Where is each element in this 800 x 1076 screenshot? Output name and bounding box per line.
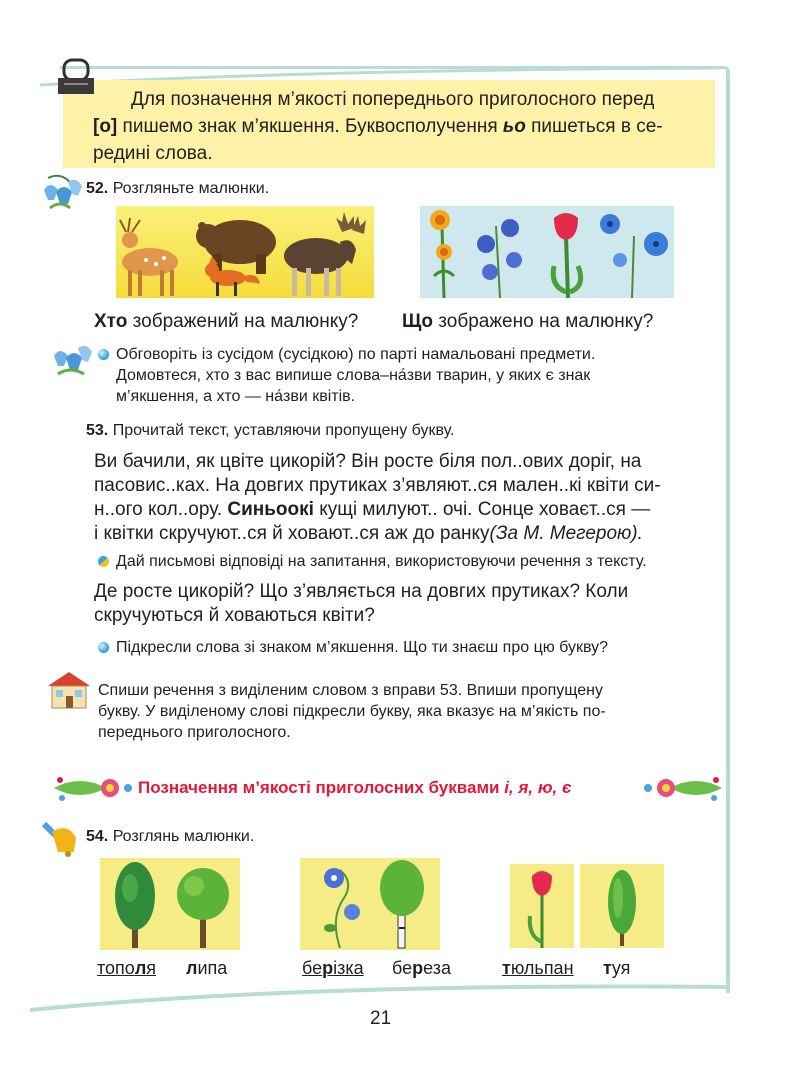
animals-picture — [116, 206, 374, 298]
poplar-tree-icon — [115, 862, 155, 948]
section-title: Позначення м’якості приголосних буквами і, я, ю, є — [138, 778, 572, 797]
bindweed-flower-icon — [324, 868, 360, 948]
deer-icon — [120, 218, 178, 296]
linden-tree-icon — [177, 868, 229, 948]
word-tuia: туя — [603, 958, 631, 978]
bellflower-icon — [40, 170, 86, 212]
bullet-icon — [98, 556, 109, 567]
house-icon — [46, 670, 92, 710]
school-bell-icon — [38, 814, 84, 858]
tulip-picture — [510, 864, 574, 948]
tulip-icon — [530, 871, 552, 948]
flax-flower-icon — [600, 214, 668, 298]
floral-ornament-right-icon — [642, 770, 726, 806]
rule-text: Для позначення м’якості попереднього приголосного перед [о] пишемо знак м’якшення. Буквосполучення ьо пишеться в се- редині слова. — [93, 89, 663, 164]
poplar-linden-picture — [100, 858, 240, 950]
question-what: Що зображено на малюнку? — [402, 311, 654, 332]
word-topolia: тополя — [97, 958, 156, 978]
word-bereza: береза — [392, 958, 452, 978]
bullet-icon — [98, 349, 109, 360]
task-52-discussion: Обговоріть із сусідом (сусідкою) по парті намальовані предмети. Домовтеся, хто з вас випише слова–на́зви тварин, у яких є знак м’якшення, а хто — на́зви квітів. — [116, 346, 596, 405]
page-number: 21 — [370, 1008, 392, 1029]
task-53-instruction-1: Дай письмові відповіді на запитання, використовуючи речення з тексту. — [116, 553, 647, 570]
floral-ornament-left-icon — [50, 770, 134, 806]
marigold-icon — [430, 210, 454, 298]
thuja-tree-icon — [608, 870, 636, 946]
bindweed-birch-picture — [300, 858, 440, 950]
task-53-instruction-2: Підкресли слова зі знаком м’якшення. Що ти знаєш про цю букву? — [116, 639, 609, 656]
homework-text: Спиши речення з виділеним словом з вправи 53. Впиши пропущену букву. У виділеному слові підкресли букву, яка вказує на м’якість по- переднього приголосного. — [98, 682, 606, 741]
moose-icon — [284, 212, 366, 296]
bullet-icon — [98, 642, 109, 653]
tulip-icon — [553, 213, 580, 298]
task-52-heading: 52. Розгляньте малюнки. — [86, 180, 270, 197]
word-berizka: берізка — [302, 958, 364, 978]
word-lypa: липа — [186, 958, 228, 978]
word-tiulpan: тюльпан — [502, 958, 574, 978]
cornflower-icon — [477, 219, 522, 298]
task-54-heading: 54. Розглянь малюнки. — [86, 828, 255, 845]
task-53-text: Ви бачили, як цвіте цикорій? Він росте біля пол..ових доріг, на пасовис..ках. На довгих прутиках з’являют..ся мален..кі квіти си- н..ого кол..ору. Синьоокі кущі милуют.. очі. Сонце ховаєт..ся — і квітки скручуют..ся й ховают..ся аж до ранку(За М. Мегерою). — [94, 451, 661, 544]
bellflower-icon — [50, 338, 96, 378]
thuja-picture — [580, 864, 664, 948]
flowers-picture — [420, 206, 674, 298]
birch-tree-icon — [380, 860, 424, 948]
question-who: Хто зображений на малюнку? — [94, 311, 359, 332]
task-53-heading: 53. Прочитай текст, уставляючи пропущену букву. — [86, 422, 455, 439]
binder-clip-icon — [56, 58, 98, 98]
task-53-questions: Де росте цикорій? Що з’являється на довгих прутиках? Коли скручуються й ховаються квіти? — [94, 581, 629, 626]
